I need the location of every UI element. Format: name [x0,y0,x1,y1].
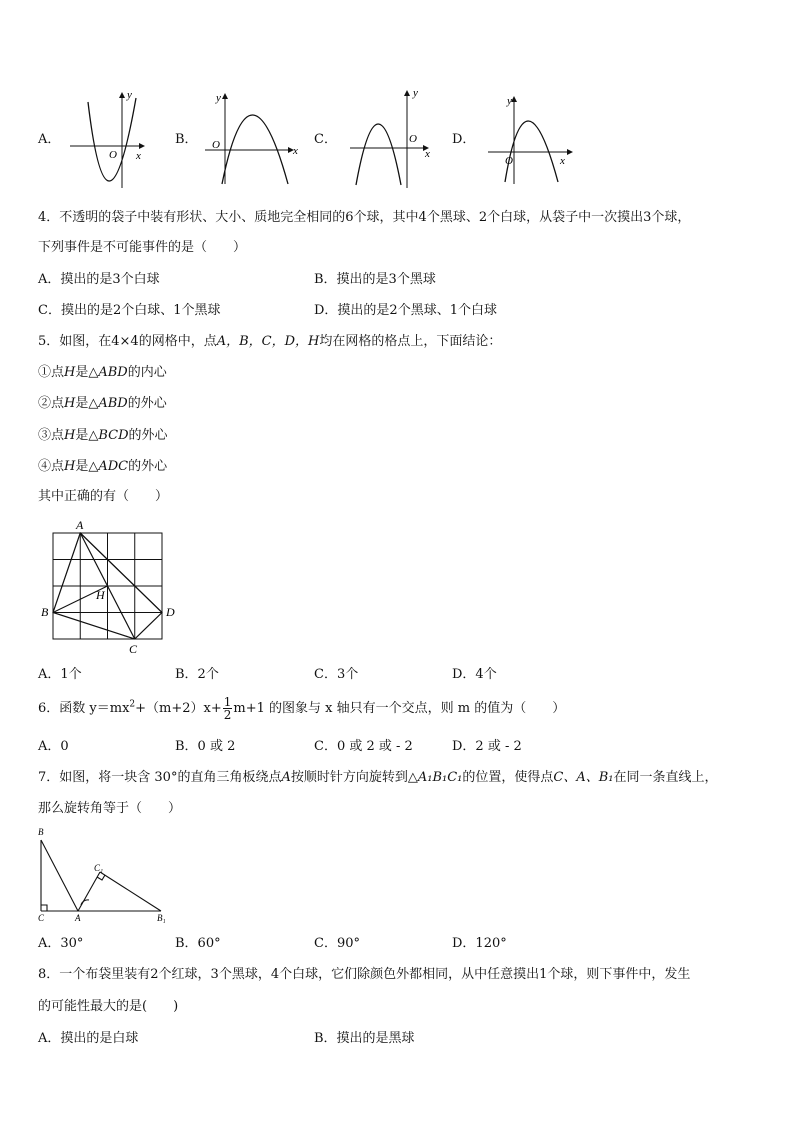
q5-grid-figure [38,515,183,657]
q7-stem-line1: 7．如图，将一块含 30°的直角三角板绕点A按顺时针方向旋转到△A₁B₁C₁的位置，使得点C、A、B₁在同一条直线上， [38,770,718,785]
q5-point-a: A [76,518,84,532]
q5-point-d: D [166,605,175,619]
q3b-origin-label: O [212,139,220,151]
q3-option-d-label: D． [452,132,476,147]
q7-option-b: B．60° [175,936,221,951]
q3a-y-label: y [127,89,132,101]
q6-fraction: $\frac{1}{2}$ [223,695,232,722]
q7-option-a: A．30° [38,936,84,951]
q8-stem-line2: 的可能性最大的是( ) [38,999,179,1014]
q7-point-a: A [75,913,81,923]
q8-stem-line1: 8．一个布袋里装有2个红球，3个黑球，4个白球，它们除颜色外都相同，从中任意摸出1个球，则下事件中，发生 [38,967,691,982]
q5-stem-post: 均在网格的格点上，下面结论： [319,334,502,349]
q5-point-c: C [129,642,138,656]
q6-option-d: D．2 或 - 2 [452,739,522,754]
q3-option-b-label: B． [175,132,198,147]
q4-stem-line1: 4．不透明的袋子中装有形状、大小、质地完全相同的6个球，其中4个黑球、2个白球，从袋子中一次摸出3个球， [38,210,691,225]
q7-point-c: C [38,913,45,923]
q3-option-a-label: A． [38,132,61,147]
q4-option-a: A．摸出的是3个白球 [38,272,160,287]
q6-option-c: C．0 或 2 或 - 2 [314,739,413,754]
q7-option-d: D．120° [452,936,507,951]
q6-option-b: B．0 或 2 [175,739,236,754]
q8-option-a: A．摸出的是白球 [38,1031,139,1046]
q5-stem-points: A，B，C，D，H [216,334,320,349]
q5-ask: 其中正确的有（ ） [38,489,169,504]
q5-statement-2: ②点H是△ABD的外心 [38,396,167,411]
q4-option-d: D．摸出的是2个黑球、1个白球 [314,303,497,318]
q7-triangle-figure [33,826,173,924]
q5-statement-4: ④点H是△ADC的外心 [38,459,168,474]
q3c-x-label: x [425,148,430,160]
q5-point-h: H [96,588,105,602]
q5-stem [38,334,501,350]
q3a-x-label: x [136,150,141,162]
q7-point-b1: B₁ [157,913,166,923]
q7-point-b: B [38,827,44,837]
q5-option-d: D．4个 [452,667,497,682]
q4-option-c: C．摸出的是2个白球、1个黑球 [38,303,221,318]
q3-graph-c [345,85,440,191]
q5-statement-3: ③点H是△BCD的外心 [38,428,168,443]
q3-graph-b [200,88,305,188]
q3d-origin-label: O [505,155,513,167]
q5-point-b: B [41,605,49,619]
q6-option-a: A．0 [38,739,69,754]
q7-point-c1: C₁ [94,863,104,873]
q3c-origin-label: O [409,133,417,145]
q3d-x-label: x [560,155,565,167]
q3b-y-label: y [216,92,221,104]
q7-option-c: C．90° [314,936,360,951]
q4-stem-line2: 下列事件是不可能事件的是（ ） [38,240,247,255]
q3a-origin-label: O [109,149,117,161]
q5-option-a: A．1个 [38,667,82,682]
q7-stem-line2: 那么旋转角等于（ ） [38,801,182,816]
q3d-y-label: y [507,95,512,107]
q3c-y-label: y [413,87,418,99]
q3b-x-label: x [293,145,298,157]
q3-graph-a [65,88,155,194]
q6-stem: 6．函数 $y=mx^2+(m+2)x+$ $\frac{1}{2}$ m+1 的图象与 x 轴只有一个交点，则 m 的值为（ ） [38,695,566,722]
q5-statement-1: ①点H是△ABD的内心 [38,365,167,380]
q8-option-b: B．摸出的是黑球 [314,1031,415,1046]
q3-graph-d [485,90,585,186]
q4-option-b: B．摸出的是3个黑球 [314,272,436,287]
q5-option-c: C．3个 [314,667,359,682]
q5-option-b: B．2个 [175,667,219,682]
q5-stem-pre: 5．如图，在4×4的网格中，点 [38,334,217,349]
q3-option-c-label: C． [314,132,337,147]
